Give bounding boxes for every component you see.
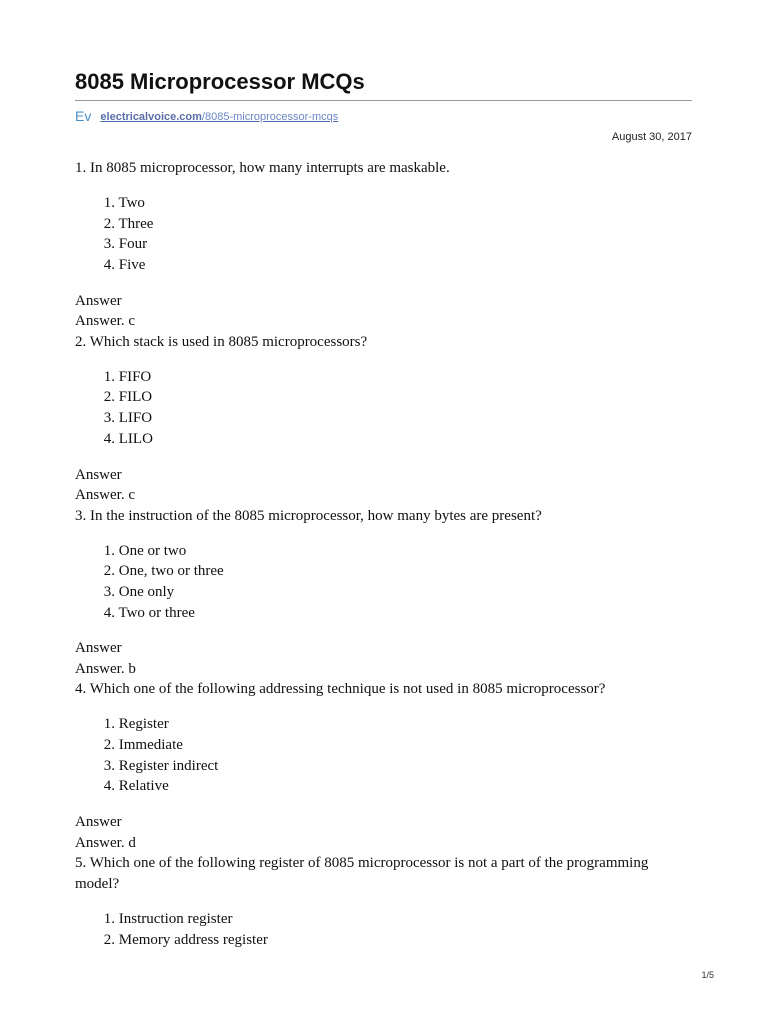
option-item xyxy=(75,603,705,624)
answer-value: Answer. c xyxy=(75,313,135,330)
option-number: 1. xyxy=(103,911,115,927)
option-item xyxy=(75,756,705,777)
option-number: 2. xyxy=(103,389,115,406)
option-text: LILO xyxy=(118,430,153,447)
page-title: 8085 Microprocessor MCQs xyxy=(75,69,365,94)
question-text: 3. In the instruction of the 8085 microprocessor, how many bytes are present? xyxy=(75,507,542,524)
option-item xyxy=(75,561,705,582)
option-list xyxy=(75,193,705,276)
question-text: 5. Which one of the following register of 8085 microprocessor is not a part of the programming model? xyxy=(75,855,649,892)
answer-toggle[interactable]: Answer xyxy=(75,466,122,483)
question-block xyxy=(75,332,705,506)
option-item xyxy=(75,429,705,450)
option-text: Four xyxy=(118,236,148,253)
question-text: 4. Which one of the following addressing technique is not used in 8085 microprocessor? xyxy=(75,681,606,698)
option-text: Instruction register xyxy=(118,911,233,927)
question-text: 2. Which stack is used in 8085 microprocessors? xyxy=(75,333,368,350)
page-number: 1/5 xyxy=(701,970,714,980)
option-text: Five xyxy=(118,257,146,274)
question-block xyxy=(75,506,705,680)
option-item xyxy=(75,408,705,429)
source-path: /8085-microprocessor-mcqs xyxy=(201,111,339,123)
option-number: 2. xyxy=(103,736,115,753)
option-number: 2. xyxy=(103,931,115,948)
option-number: 3. xyxy=(103,583,115,600)
option-text: Two xyxy=(118,195,145,211)
option-item xyxy=(75,541,705,562)
answer-value: Answer. c xyxy=(75,487,135,503)
option-list xyxy=(75,367,705,450)
option-text: One, two or three xyxy=(118,563,224,580)
question-list xyxy=(75,158,705,965)
source-link[interactable] xyxy=(100,111,338,123)
option-text: One only xyxy=(118,583,175,600)
option-item xyxy=(75,234,705,255)
answer-value: Answer. d xyxy=(75,834,136,851)
option-number: 2. xyxy=(103,563,115,580)
option-item xyxy=(75,255,705,276)
question-text: 1. In 8085 microprocessor, how many interrupts are maskable. xyxy=(75,160,450,176)
option-item xyxy=(75,193,705,214)
answer-value: Answer. b xyxy=(75,660,136,677)
option-number: 1. xyxy=(103,195,115,211)
answer-toggle[interactable]: Answer xyxy=(75,814,122,830)
source-host: electricalvoice.com xyxy=(100,111,202,123)
option-text: Two or three xyxy=(118,604,195,621)
option-list xyxy=(75,714,705,797)
site-logo-icon: Ev xyxy=(75,108,92,124)
option-number: 2. xyxy=(103,215,115,232)
option-item xyxy=(75,367,705,388)
option-number: 1. xyxy=(103,716,115,733)
option-item xyxy=(75,776,705,797)
option-number: 4. xyxy=(103,430,115,447)
option-text: Register indirect xyxy=(118,757,219,774)
option-number: 3. xyxy=(103,236,115,253)
publish-date: August 30, 2017 xyxy=(611,131,692,143)
option-text: Three xyxy=(118,215,154,232)
question-block xyxy=(75,853,705,950)
option-text: FIFO xyxy=(118,368,152,385)
option-text: Immediate xyxy=(118,736,183,753)
option-text: One or two xyxy=(118,542,187,559)
option-item xyxy=(75,909,705,930)
option-list xyxy=(75,909,705,950)
option-number: 4. xyxy=(103,257,115,274)
option-item xyxy=(75,582,705,603)
option-number: 3. xyxy=(103,410,115,427)
option-number: 4. xyxy=(103,604,115,621)
option-item xyxy=(75,930,705,951)
option-text: LIFO xyxy=(118,410,153,427)
source-line xyxy=(75,107,338,125)
option-item xyxy=(75,387,705,408)
option-text: Memory address register xyxy=(118,931,268,948)
option-text: Relative xyxy=(118,778,169,795)
option-number: 4. xyxy=(103,778,115,795)
option-item xyxy=(75,714,705,735)
option-number: 1. xyxy=(103,542,115,559)
option-list xyxy=(75,541,705,624)
question-block xyxy=(75,158,705,332)
option-text: FILO xyxy=(118,389,153,406)
answer-toggle[interactable]: Answer xyxy=(75,640,122,657)
option-number: 3. xyxy=(103,757,115,774)
question-block xyxy=(75,679,705,853)
option-text: Register xyxy=(118,716,169,733)
option-item xyxy=(75,214,705,235)
option-item xyxy=(75,735,705,756)
title-divider xyxy=(75,100,692,101)
option-number: 1. xyxy=(103,368,115,385)
answer-toggle[interactable]: Answer xyxy=(75,292,122,309)
